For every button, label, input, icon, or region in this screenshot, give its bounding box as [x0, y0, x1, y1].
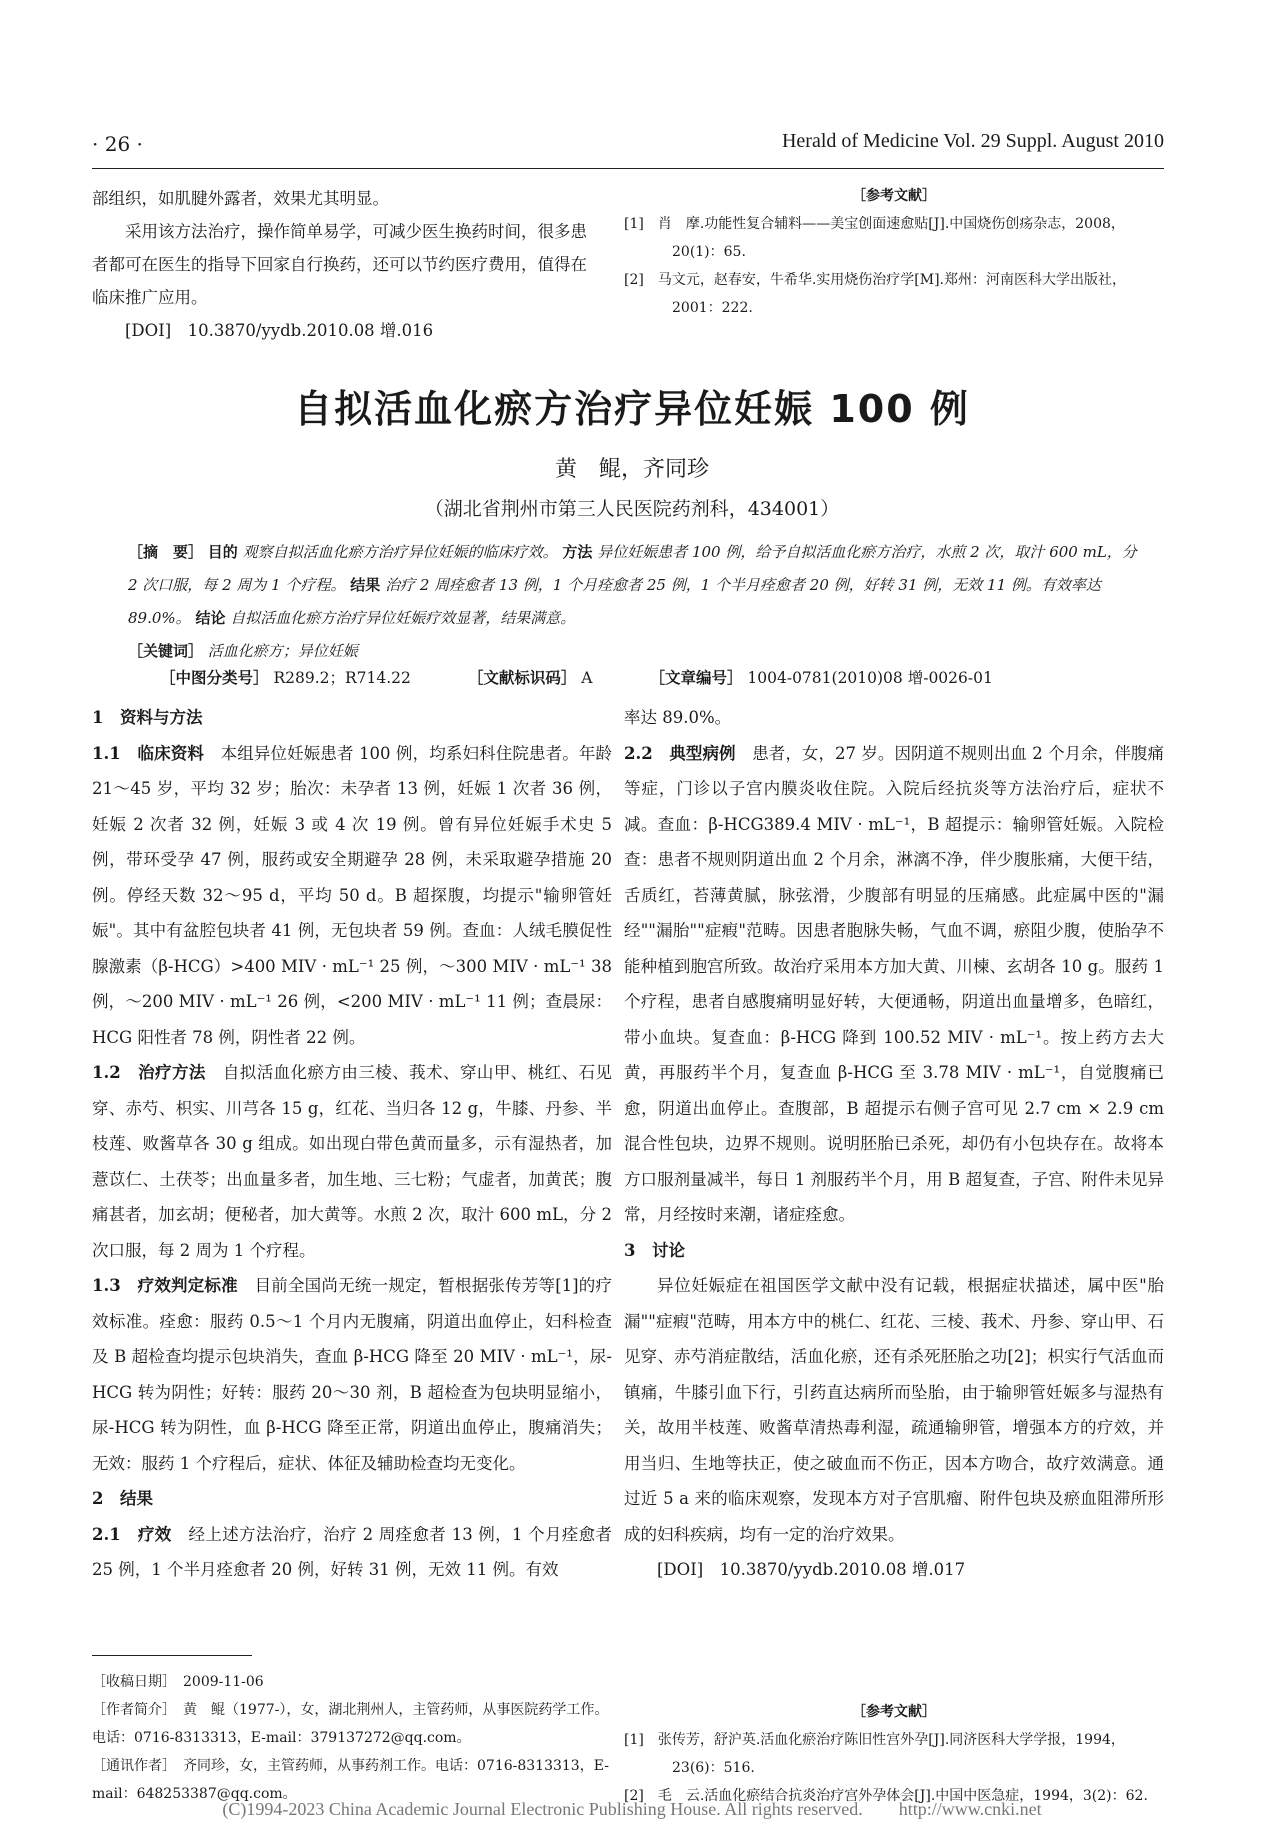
abstract [128, 536, 1138, 668]
header-rule [92, 168, 1164, 169]
ref-2: [2] 毛 云.活血化瘀结合抗炎治疗宫外孕体会[J].中国中医急症，1994，3(2)：62. [624, 1788, 1148, 1804]
prev-ref-1: [1] 肖 摩.功能性复合辅料——美宝创面速愈贴[J].中国烧伤创疡杂志，2008，20(1)：65. [624, 216, 1125, 260]
keywords: 活血化瘀方；异位妊娠 [207, 642, 358, 660]
section-2-1-continued: 率达 89.0%。 [624, 708, 732, 727]
section-3-heading: 3 讨论 [624, 1240, 685, 1260]
refs-title: ［参考文献］ [852, 1704, 936, 1720]
prev-refs-title: ［参考文献］ [852, 188, 936, 204]
section-1-heading: 1 资料与方法 [92, 708, 203, 727]
section-1-1-heading: 1.1 临床资料 [92, 743, 204, 763]
abstract-conclusion: 自拟活血化瘀方治疗异位妊娠疗效显著，结果满意。 [230, 609, 576, 627]
received-date: ［收稿日期］ 2009-11-06 [92, 1674, 264, 1690]
page-number: · 26 · [92, 132, 143, 156]
footnote-rule [92, 1655, 252, 1656]
prev-doi: [DOI] 10.3870/yydb.2010.08 增.016 [125, 321, 434, 340]
body-left-column [92, 700, 612, 1588]
doc-code-value: A [581, 669, 593, 687]
article-authors: 黄 鲲，齐同珍 [554, 457, 709, 482]
section-2-heading: 2 结果 [92, 1489, 153, 1508]
keywords-label: ［关键词］ [128, 642, 204, 660]
section-1-3-text: 目前全国尚无统一规定，暂根据张传芳等[1]的疗效标准。痊愈：服药 0.5～1 个月内无腹痛，阴道出血停止，妇科检查及 B 超检查均提示包块消失，查血 β-HCG 降至 20 MIV · mL⁻¹，尿-HCG 转为阴性；好转：服药 20～30 剂，B 超检查为包块明显缩小，尿-HCG 转为阴性，血 β-HCG 降至正常，阴道出血停止，腹痛消失；无效：服药 1 个疗程后，症状、体征及辅助检查均无变化。 [92, 1276, 613, 1473]
prev-para-1: 部组织，如肌腱外露者，效果尤其明显。 [92, 189, 389, 208]
abstract-result: 治疗 2 周痊愈者 13 例，1 个月痊愈者 25 例，1 个半月痊愈者 20 例，好转 31 例，无效 11 例。有效率达 89.0%。 [128, 576, 1101, 627]
article-title: 自拟活血化瘀方治疗异位妊娠 100 例 [294, 387, 970, 431]
article-no-value: 1004-0781(2010)08 增-0026-01 [747, 669, 993, 687]
section-2-1-heading: 2.1 疗效 [92, 1524, 172, 1544]
clc-value: R289.2；R714.22 [273, 669, 411, 687]
author-bio: ［作者简介］ 黄 鲲（1977-），女，湖北荆州人，主管药师，从事医院药学工作。电话：0716-8313313，E-mail：379137272@qq.com。 [92, 1702, 609, 1746]
section-3-text: 异位妊娠症在祖国医学文献中没有记载，根据症状描述，属中医"胎漏""症瘕"范畴，用本方中的桃仁、红花、三棱、莪术、丹参、穿山甲、石见穿、赤芍消症散结，活血化瘀，还有杀死胚胎之功[2]；枳实行气活血而镇痛，牛膝引血下行，引药直达病所而坠胎，由于输卵管妊娠多与湿热有关，故用半枝莲、败酱草清热毒利湿，疏通输卵管，增强本方的疗效，并用当归、生地等扶正，使之破血而不伤正，因本方吻合，故疗效满意。通过近 5 a 来的临床观察，发现本方对子宫肌瘤、附件包块及瘀血阻滞所形成的妇科疾病，均有一定的治疗效果。 [624, 1276, 1164, 1544]
abstract-method-label: 方法 [562, 543, 593, 561]
article-affiliation: （湖北省荆州市第三人民医院药剂科，434001） [424, 498, 840, 520]
abstract-objective: 观察自拟活血化瘀方治疗异位妊娠的临床疗效。 [242, 543, 558, 561]
section-2-1-text: 经上述方法治疗，治疗 2 周痊愈者 13 例，1 个月痊愈者 25 例，1 个半月痊愈者 20 例，好转 31 例，无效 11 例。有效 [92, 1524, 613, 1579]
prev-article-text [92, 182, 592, 347]
doc-code-label: ［文献标识码］ [467, 668, 577, 687]
section-1-3-heading: 1.3 疗效判定标准 [92, 1276, 238, 1295]
prev-references [624, 182, 1164, 322]
footnotes [92, 1668, 612, 1808]
prev-ref-2: [2] 马文元，赵春安，牛希华.实用烧伤治疗学[M].郑州：河南医科大学出版社，2001：222. [624, 272, 1126, 316]
abstract-method: 异位妊娠患者 100 例，给予自拟活血化瘀方治疗，水煎 2 次，取汁 600 mL，分 2 次口服，每 2 周为 1 个疗程。 [128, 543, 1137, 594]
article-references [624, 1698, 1164, 1810]
section-1-1-text: 本组异位妊娠患者 100 例，均系妇科住院患者。年龄 21～45 岁，平均 32 岁；胎次：未孕者 13 例，妊娠 1 次者 36 例，妊娠 2 次者 32 例，妊娠 3 或 4 次 19 例。曾有异位妊娠手术史 5 例，带环受孕 47 例，服药或安全期避孕 28 例，未采取避孕措施 20 例。停经天数 32～95 d，平均 50 d。B 超探腹，均提示"输卵管妊娠"。其中有盆腔包块者 41 例，无包块者 59 例。查血：人绒毛膜促性腺激素（β-HCG）>400 MIV · mL⁻¹ 25 例，～300 MIV · mL⁻¹ 38 例，～200 MIV · mL⁻¹ 26 例，<200 MIV · mL⁻¹ 11 例；查晨尿：HCG 阳性者 78 例，阴性者 22 例。 [92, 743, 613, 1047]
abstract-conclusion-label: 结论 [195, 609, 226, 627]
abstract-objective-label: 目的 [207, 543, 238, 561]
copyright-notice: (C)1994-2023 China Academic Journal Electronic Publishing House. All rights reserved. http://www.cnki.net [222, 1799, 1042, 1819]
article-doi: [DOI] 10.3870/yydb.2010.08 增.017 [657, 1560, 966, 1579]
corresponding-author: ［通讯作者］ 齐同珍，女，主管药师，从事药剂工作。电话：0716-8313313，E-mail：648253387@qq.com。 [92, 1758, 609, 1802]
body-right-column [624, 700, 1164, 1588]
prev-para-2: 采用该方法治疗，操作简单易学，可减少医生换药时间，很多患者都可在医生的指导下回家自行换药，还可以节约医疗费用，值得在临床推广应用。 [92, 222, 587, 307]
journal-header: Herald of Medicine Vol. 29 Suppl. August 2010 [781, 130, 1164, 152]
article-no-label: ［文章编号］ [649, 668, 743, 687]
section-1-2-heading: 1.2 治疗方法 [92, 1063, 206, 1082]
abstract-label: ［摘 要］ [128, 543, 204, 561]
classification-row [160, 666, 1160, 688]
section-2-2-heading: 2.2 典型病例 [624, 743, 736, 763]
clc-label: ［中图分类号］ [160, 668, 269, 687]
abstract-result-label: 结果 [350, 576, 381, 594]
ref-1: [1] 张传芳，舒沪英.活血化瘀治疗陈旧性宫外孕[J].同济医科大学学报，1994，23(6)：516. [624, 1732, 1125, 1776]
section-2-2-text: 患者，女，27 岁。因阴道不规则出血 2 个月余，伴腹痛等症，门诊以子宫内膜炎收住院。入院后经抗炎等方法治疗后，症状不减。查血：β-HCG389.4 MIV · mL⁻¹，B 超提示：输卵管妊娠。入院检查：患者不规则阴道出血 2 个月余，淋漓不净，伴少腹胀痛，大便干结，舌质红，苔薄黄腻，脉弦滑，少腹部有明显的压痛感。此症属中医的"漏经""漏胎""症瘕"范畴。因患者胞脉失畅，气血不调，瘀阻少腹，使胎孕不能种植到胞宫所致。故治疗采用本方加大黄、川楝、玄胡各 10 g。服药 1 个疗程，患者自感腹痛明显好转，大便通畅，阴道出血量增多，色暗红，带小血块。复查血：β-HCG 降到 100.52 MIV · mL⁻¹。按上药方去大黄，再服药半个月，复查血 β-HCG 至 3.78 MIV · mL⁻¹，自觉腹痛已愈，阴道出血停止。查腹部，B 超提示右侧子宫可见 2.7 cm × 2.9 cm 混合性包块，边界不规则。说明胚胎已杀死，却仍有小包块存在。故将本方口服剂量减半，每日 1 剂服药半个月，用 B 超复查，子宫、附件未见异常，月经按时来潮，诸症痊愈。 [624, 743, 1165, 1224]
section-1-2-text: 自拟活血化瘀方由三棱、莪术、穿山甲、桃红、石见穿、赤芍、枳实、川芎各 15 g，红花、当归各 12 g，牛膝、丹参、半枝莲、败酱草各 30 g 组成。如出现白带色黄而量多，示有湿热者，加薏苡仁、土茯苓；出血量多者，加生地、三七粉；气虚者，加黄芪；腹痛甚者，加玄胡；便秘者，加大黄等。水煎 2 次，取汁 600 mL，分 2 次口服，每 2 周为 1 个疗程。 [92, 1063, 613, 1260]
